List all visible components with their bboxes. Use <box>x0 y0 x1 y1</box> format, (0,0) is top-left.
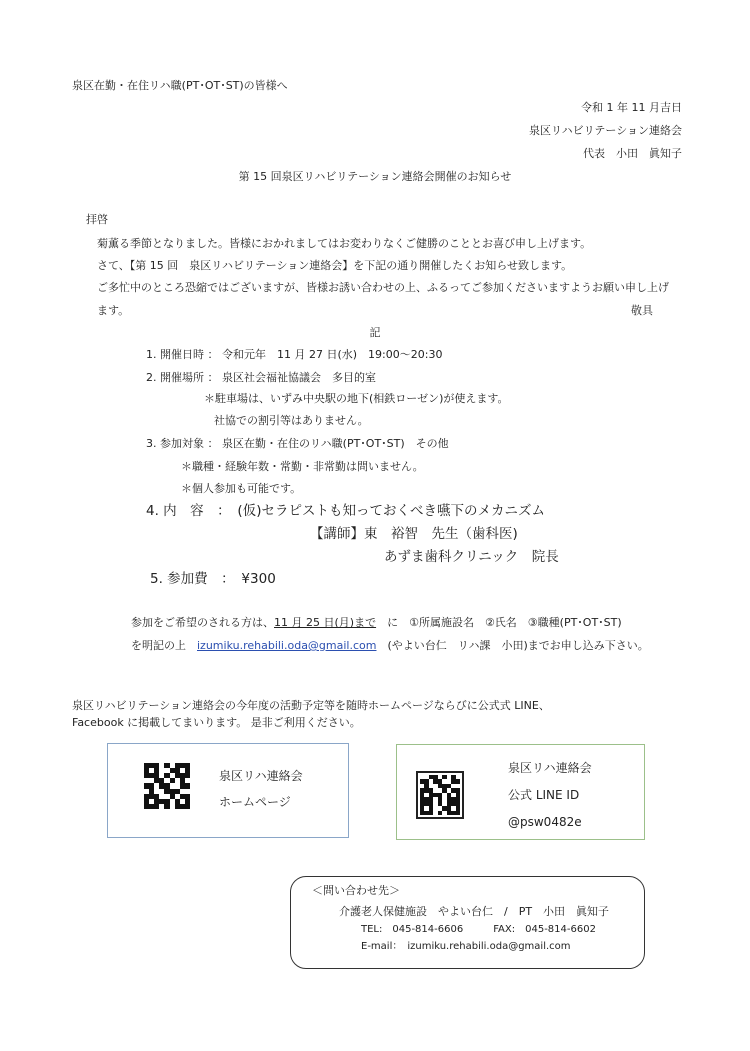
greeting-line-3: ご多忙中のところ恐縮ではございますが、皆様お誘い合わせの上、ふるってご参加くださいますようお願い申し上げ <box>97 281 669 294</box>
contact-heading: ＜問い合わせ先＞ <box>312 884 400 897</box>
apply-line-2-post: (やよい台仁 リハ課 小田)までお申し込み下さい。 <box>376 639 649 652</box>
detail-target-note-1: ＊職種・経験年数・常勤・非常勤は問いません。 <box>181 460 424 473</box>
homepage-box <box>107 743 349 838</box>
contact-box <box>290 876 645 969</box>
detail-clinic: あずま歯科クリニック 院長 <box>384 549 559 565</box>
document-title: 第 15 回泉区リハビリテーション連絡会開催のお知らせ <box>238 170 512 183</box>
greeting-line-4: ます。 <box>97 304 130 317</box>
detail-target: 3. 参加対象 ： 泉区在勤・在住のリハ職(PT･OT･ST) その他 <box>146 437 449 450</box>
homepage-box-line-2: ホームページ <box>219 795 291 809</box>
apply-line-2-pre: を明記の上 <box>131 639 197 652</box>
apply-line-2 <box>131 639 649 653</box>
homepage-box-line-1: 泉区リハ連絡会 <box>219 769 303 783</box>
issue-date: 令和 1 年 11 月吉日 <box>581 101 682 114</box>
detail-venue: 2. 開催場所 ： 泉区社会福祉協議会 多目的室 <box>146 371 376 384</box>
greeting-opening: 拝啓 <box>86 213 108 226</box>
notice-line-2: Facebook に掲載してまいります。 是非ご利用ください。 <box>72 716 361 729</box>
apply-line-1-pre: 参加をご希望のされる方は、 <box>131 616 274 629</box>
line-box-line-1: 泉区リハ連絡会 <box>508 761 592 775</box>
detail-content: 4. 内 容 ： (仮)セラピストも知っておくべき嚥下のメカニズム <box>146 503 545 519</box>
line-box <box>396 744 645 840</box>
apply-line-1-post: に ①所属施設名 ②氏名 ③職種(PT･OT･ST) <box>376 616 622 629</box>
contact-tel-fax: TEL: 045-814-6606 FAX: 045-814-6602 <box>361 924 596 935</box>
qr-code-icon[interactable] <box>416 771 464 819</box>
organization-name: 泉区リハビリテーション連絡会 <box>528 124 682 137</box>
greeting-line-1: 菊薫る季節となりました。皆様におかれましてはお変わりなくご健勝のこととお喜び申し上げます。 <box>97 237 592 250</box>
greeting-line-2: さて、【第 15 回 泉区リハビリテーション連絡会】を下記の通り開催したくお知らせ致します。 <box>97 259 573 272</box>
detail-target-note-2: ＊個人参加も可能です。 <box>181 482 302 495</box>
qr-code-icon[interactable] <box>144 763 190 809</box>
detail-date: 1. 開催日時 ： 令和元年 11 月 27 日(水) 19:00～20:30 <box>146 348 443 361</box>
contact-facility: 介護老人保健施設 やよい台仁 / PT 小田 眞知子 <box>339 905 610 918</box>
contact-email: E-mail： izumiku.rehabili.oda@gmail.com <box>361 941 571 952</box>
addressee: 泉区在勤・在住リハ職(PT･OT･ST)の皆様へ <box>72 79 288 92</box>
detail-fee: 5. 参加費 ： ¥300 <box>150 571 276 587</box>
notice-line-1: 泉区リハビリテーション連絡会の今年度の活動予定等を随時ホームページならびに公式式 LINE、 <box>72 699 550 712</box>
apply-email-link[interactable]: izumiku.rehabili.oda@gmail.com <box>197 639 377 652</box>
line-box-line-2: 公式 LINE ID <box>508 788 580 802</box>
apply-line-1 <box>131 616 622 630</box>
detail-venue-note-2: 社協での割引等はありません。 <box>214 414 369 427</box>
greeting-closing: 敬具 <box>631 304 653 317</box>
representative: 代表 小田 眞知子 <box>583 147 682 160</box>
line-box-line-3: @psw0482e <box>508 815 582 829</box>
detail-lecturer: 【講師】東 裕智 先生（歯科医) <box>310 526 518 542</box>
apply-deadline: 11 月 25 日(月)まで <box>274 616 377 629</box>
detail-venue-note-1: ＊駐車場は、いずみ中央駅の地下(相鉄ローゼン)が使えます。 <box>204 392 509 405</box>
ki-heading: 記 <box>369 326 381 339</box>
